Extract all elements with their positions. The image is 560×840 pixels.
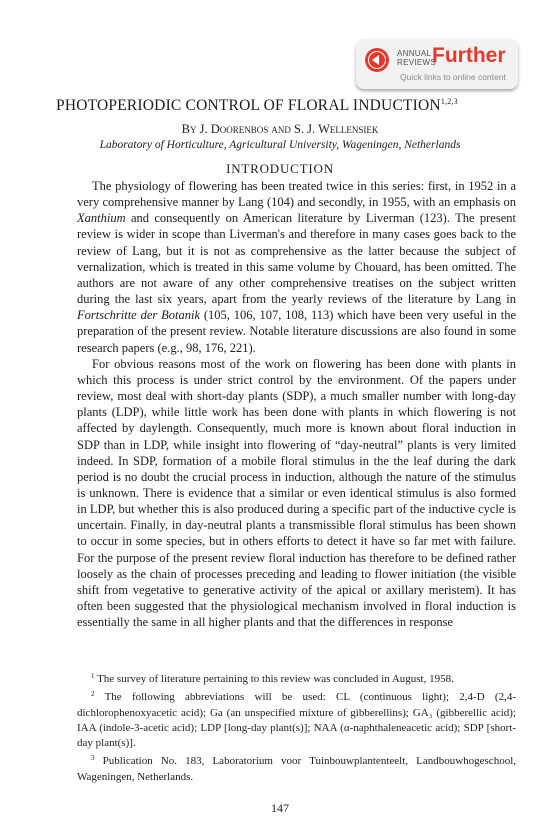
section-heading: INTRODUCTION — [226, 161, 334, 176]
affiliation: Laboratory of Horticulture, Agricultural University, Wageningen, Netherlands — [99, 139, 461, 151]
italic-xanthium: Xanthium — [77, 211, 126, 226]
badge-reviews-label: REVIEWS — [397, 58, 436, 67]
badge-further-label: Further — [432, 44, 506, 67]
further-badge[interactable] — [356, 39, 518, 89]
annual-reviews-logo-icon — [365, 48, 389, 72]
footnote: $^1$ The survey of literature pertaining to this review was concluded in August, 1958. — [91, 672, 454, 685]
by-label: By — [181, 122, 197, 136]
title-text: PHOTOPERIODIC CONTROL OF FLORAL INDUCTION — [56, 97, 441, 114]
author-doorenbos: J. Doorenbos — [199, 122, 269, 136]
footnote: $^2$ The following abbreviations will be used: CL (continuous light); 2,4-D (2,4-dichlorophenoxyacetic acid); Ga (an unspecified mixture of gibberellins); GA₃ (gibberellic acid); IAA (indole-3-acetic acid); LDP [long-day plant(s)]; NAA (α-naphthaleneacetic acid); SDP [short-day plant(s)]. — [77, 690, 516, 750]
badge-annual-label: ANNUAL — [397, 49, 432, 58]
badge-subtitle: Quick links to online content — [400, 72, 506, 82]
author-wellensiek: S. J. Wellensiek — [293, 122, 379, 136]
italic-journal-title: Fortschritte der Botanik — [77, 308, 200, 323]
footnotes — [77, 669, 516, 785]
page-number: 147 — [271, 801, 289, 815]
author-line — [0, 121, 560, 137]
paragraph: The physiology of flowering has been treated twice in this series: first, in 1952 in a very comprehensive manner by Lang (104) and secondly, in 1955, with an emphasis on Xanthium and consequently on American literature by Liverman (123). The present review is wider in scope than Liverman's and therefore in many cases goes back to the review of Lang, but it is not as comprehensive as the latter because the subject of vernalization, which is treated in this same volume by Chouard, has been omitted. The authors are not aware of any other comprehensive treatises on the subject written during the last six years, apart from the yearly reviews of the literature by Lang in Fortschritte der Botanik (105, 106, 107, 108, 113) which have been very useful in the preparation of the present review. Notable literature discussions are also found in some research papers (e.g., 98, 176, 221). — [77, 179, 516, 355]
footnote: $^3$ Publication No. 183, Laboratorium voor Tuinbouwplantenteelt, Landbouwhogeschool, Wageningen, Netherlands. — [77, 754, 516, 783]
paragraph: For obvious reasons most of the work on flowering has been done with plants in which this process is under strict control by the environment. Of the papers under review, most deal with short-day plants (SDP), a much smaller number with long-day plants (LDP), while little work has been done with plants in which flowering is not affected by daylength. Consequently, much more is known about floral induction in SDP than in LDP, while insight into flowering of “day-neutral” plants is very limited indeed. In SDP, formation of a mobile floral stimulus in the the leaf during the dark period is no doubt the crucial process in induction, although the nature of the stimulus is unknown. There is evidence that a similar or even identical stimulus is also formed in LDP, but whether this is also produced during a specific part of the inductive cycle is uncertain. Finally, in day-neutral plants a transmissible floral stimulus has been shown to occur in some species, but in others efforts to detect it have so far met with failure. For the purpose of the present review floral induction has therefore to be defined rather loosely as the chain of processes preceding and leading to flower initiation (the visible shift from vegetative to generative activity of the apical or axillary meristem). It has often been suggested that the physiological mechanism involved in floral induction is essentially the same in all higher plants and that the differences in response — [77, 356, 516, 630]
body-text — [77, 178, 516, 630]
article-title — [56, 93, 526, 115]
title-footnote-marks: 1,2,3 — [440, 97, 458, 106]
and-label: and — [271, 122, 291, 136]
